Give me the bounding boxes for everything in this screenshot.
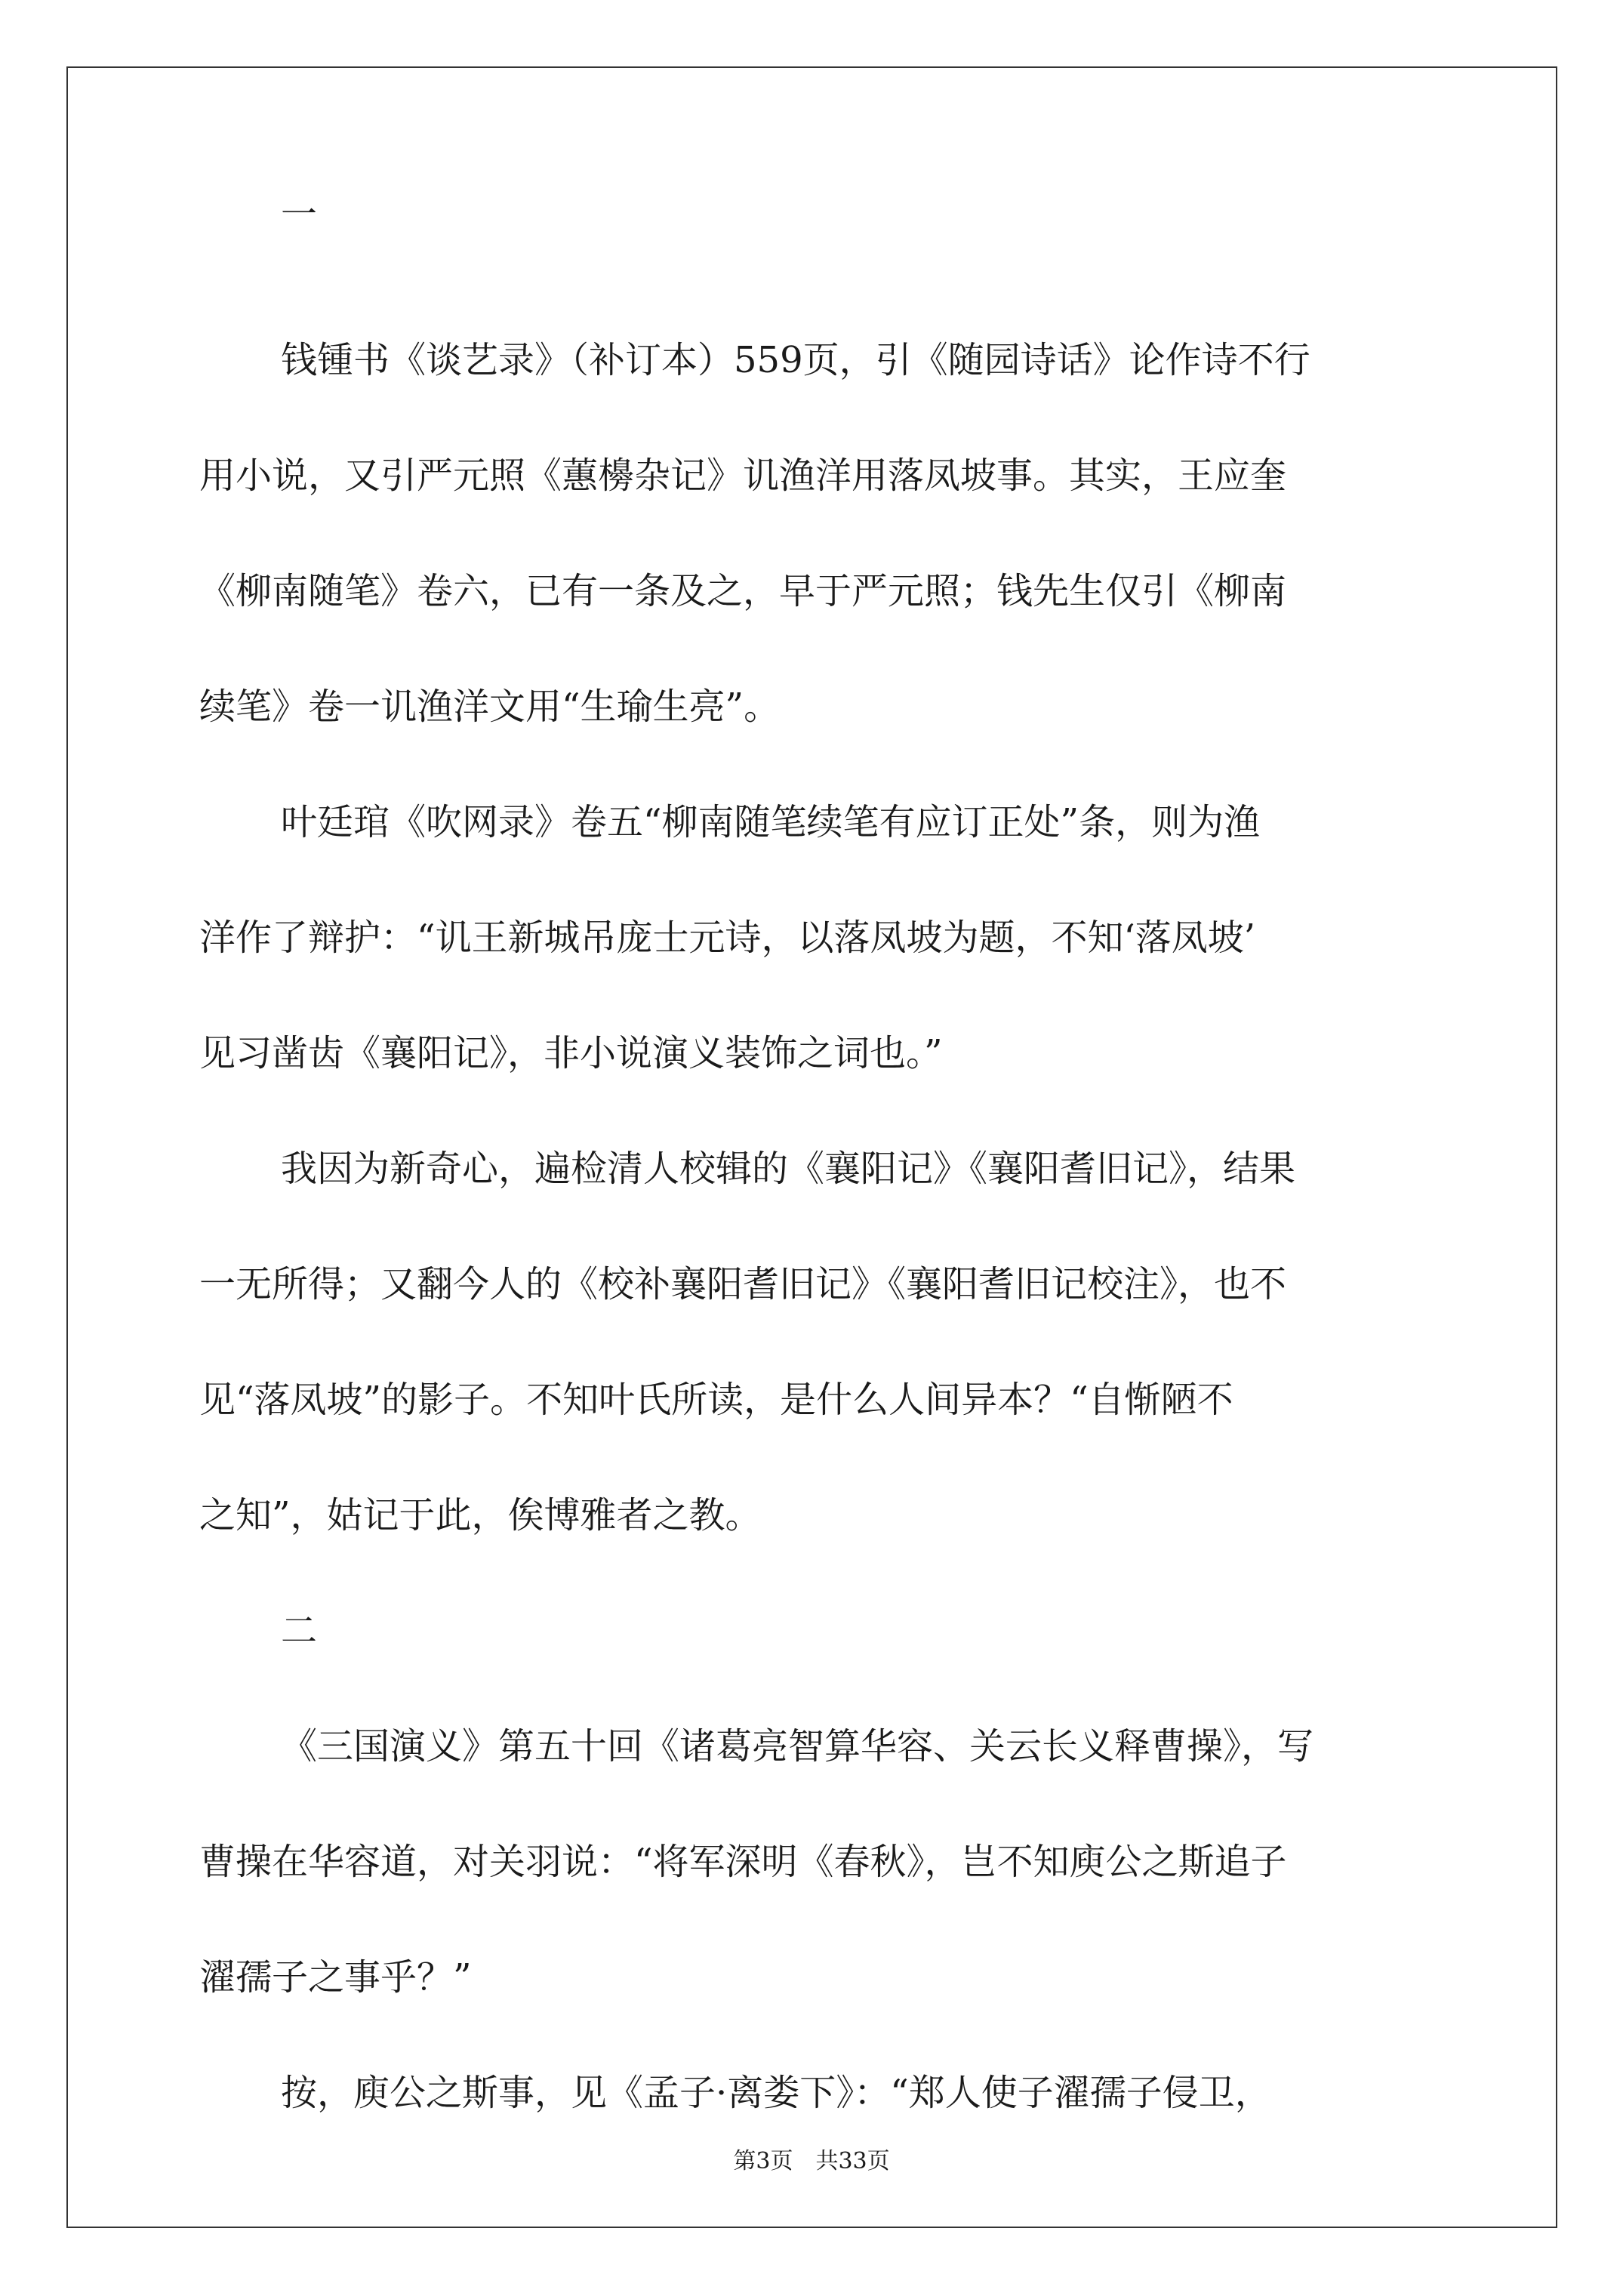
paragraph-line: 按，庾公之斯事，见《孟子·离娄下》：“郑人使子濯孺子侵卫， xyxy=(281,2072,1271,2114)
paragraph-line: 用小说，又引严元照《蕙櫋杂记》讥渔洋用落凤坡事。其实，王应奎 xyxy=(199,455,1287,497)
paragraph-line: 钱锺书《谈艺录》（补订本）559页，引《随园诗话》论作诗不行 xyxy=(281,339,1310,381)
paragraph-line: 《三国演义》第五十回《诸葛亮智算华容、关云长义释曹操》，写 xyxy=(281,1725,1314,1767)
paragraph-line: 濯孺子之事乎？” xyxy=(199,1956,472,1999)
paragraph-line: 续笔》卷一讥渔洋文用“生瑜生亮”。 xyxy=(199,686,781,728)
paragraph-line: 一无所得；又翻今人的《校补襄阳耆旧记》《襄阳耆旧记校注》，也不 xyxy=(199,1263,1287,1305)
paragraph-line: 我因为新奇心，遍检清人校辑的《襄阳记》《襄阳耆旧记》，结果 xyxy=(281,1148,1296,1190)
paragraph-line: 叶廷琯《吹网录》卷五“柳南随笔续笔有应订正处”条，则为渔 xyxy=(281,801,1261,843)
section-heading-two: 二 xyxy=(281,1610,318,1652)
paragraph-line: 之知”，姑记于此，俟博雅者之教。 xyxy=(199,1494,762,1536)
paragraph-line: 洋作了辩护：“讥王新城吊庞士元诗，以落凤坡为题，不知‘落凤坡’ xyxy=(199,917,1256,959)
paragraph-line: 见“落凤坡”的影子。不知叶氏所读，是什么人间异本？“自惭陋不 xyxy=(199,1379,1233,1421)
section-heading-one: 一 xyxy=(281,193,318,236)
paragraph-line: 见习凿齿《襄阳记》，非小说演义装饰之词也。” xyxy=(199,1032,943,1074)
paragraph-line: 曹操在华容道，对关羽说：“将军深明《春秋》，岂不知庾公之斯追子 xyxy=(199,1841,1287,1883)
paragraph-line: 《柳南随笔》卷六，已有一条及之，早于严元照；钱先生仅引《柳南 xyxy=(199,570,1287,612)
page-number-footer: 第3页 共33页 xyxy=(733,2148,890,2174)
